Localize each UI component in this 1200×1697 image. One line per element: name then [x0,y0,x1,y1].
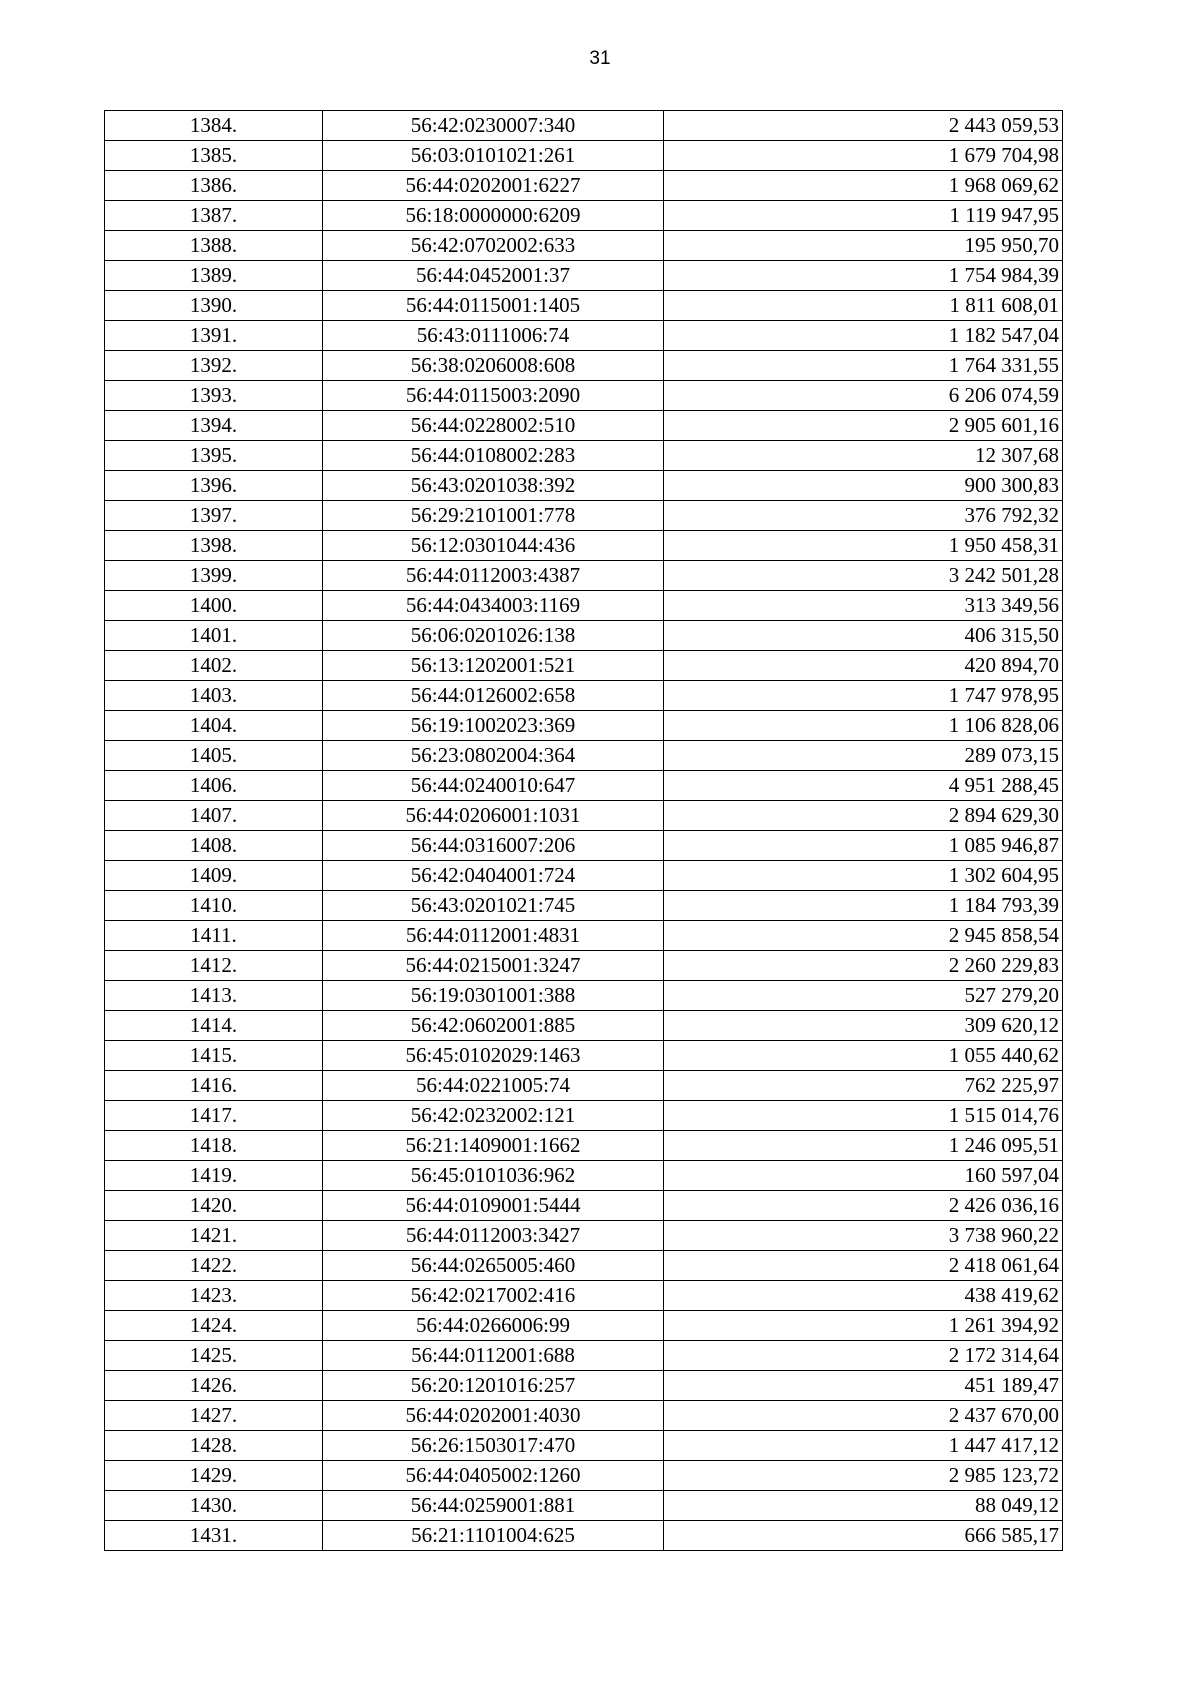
cadastral-number-cell: 56:44:0228002:510 [323,411,664,441]
row-number-cell: 1419. [105,1161,323,1191]
cadastral-number-cell: 56:44:0405002:1260 [323,1461,664,1491]
row-number-cell: 1402. [105,651,323,681]
table-row [105,261,1063,291]
table-row [105,1281,1063,1311]
row-number-cell: 1414. [105,1011,323,1041]
cadastral-value-cell: 2 437 670,00 [664,1401,1063,1431]
row-number-cell: 1392. [105,351,323,381]
cadastral-value-cell: 2 260 229,83 [664,951,1063,981]
row-number-cell: 1394. [105,411,323,441]
cadastral-number-cell: 56:44:0259001:881 [323,1491,664,1521]
cadastral-value-cell: 12 307,68 [664,441,1063,471]
row-number-cell: 1426. [105,1371,323,1401]
cadastral-number-cell: 56:13:1202001:521 [323,651,664,681]
cadastral-value-cell: 1 184 793,39 [664,891,1063,921]
table-row [105,1431,1063,1461]
cadastral-value-cell: 376 792,32 [664,501,1063,531]
table-row [105,591,1063,621]
row-number-cell: 1387. [105,201,323,231]
cadastral-value-cell: 1 968 069,62 [664,171,1063,201]
cadastral-number-cell: 56:44:0112001:688 [323,1341,664,1371]
table-row [105,141,1063,171]
cadastral-value-cell: 4 951 288,45 [664,771,1063,801]
cadastral-value-cell: 1 119 947,95 [664,201,1063,231]
cadastral-number-cell: 56:42:0217002:416 [323,1281,664,1311]
row-number-cell: 1399. [105,561,323,591]
cadastral-value-cell: 1 246 095,51 [664,1131,1063,1161]
cadastral-number-cell: 56:19:1002023:369 [323,711,664,741]
table-row [105,741,1063,771]
cadastral-number-cell: 56:44:0202001:6227 [323,171,664,201]
table-row [105,1221,1063,1251]
cadastral-number-cell: 56:03:0101021:261 [323,141,664,171]
row-number-cell: 1431. [105,1521,323,1551]
cadastral-value-cell: 3 738 960,22 [664,1221,1063,1251]
row-number-cell: 1418. [105,1131,323,1161]
cadastral-number-cell: 56:44:0434003:1169 [323,591,664,621]
cadastral-value-cell: 666 585,17 [664,1521,1063,1551]
table-row [105,321,1063,351]
row-number-cell: 1430. [105,1491,323,1521]
cadastral-value-table [104,110,1063,1551]
row-number-cell: 1407. [105,801,323,831]
table-row [105,561,1063,591]
cadastral-number-cell: 56:23:0802004:364 [323,741,664,771]
row-number-cell: 1427. [105,1401,323,1431]
cadastral-value-cell: 289 073,15 [664,741,1063,771]
table-row [105,1491,1063,1521]
row-number-cell: 1385. [105,141,323,171]
table-row [105,171,1063,201]
cadastral-value-cell: 406 315,50 [664,621,1063,651]
row-number-cell: 1403. [105,681,323,711]
cadastral-value-cell: 1 754 984,39 [664,261,1063,291]
row-number-cell: 1422. [105,1251,323,1281]
table-row [105,981,1063,1011]
row-number-cell: 1405. [105,741,323,771]
table-row [105,921,1063,951]
row-number-cell: 1396. [105,471,323,501]
table-row [105,1311,1063,1341]
table-row [105,621,1063,651]
row-number-cell: 1409. [105,861,323,891]
cadastral-number-cell: 56:21:1409001:1662 [323,1131,664,1161]
cadastral-number-cell: 56:18:0000000:6209 [323,201,664,231]
row-number-cell: 1425. [105,1341,323,1371]
row-number-cell: 1423. [105,1281,323,1311]
cadastral-value-cell: 1 055 440,62 [664,1041,1063,1071]
row-number-cell: 1395. [105,441,323,471]
cadastral-value-cell: 160 597,04 [664,1161,1063,1191]
row-number-cell: 1420. [105,1191,323,1221]
table-row [105,411,1063,441]
cadastral-number-cell: 56:06:0201026:138 [323,621,664,651]
row-number-cell: 1411. [105,921,323,951]
cadastral-number-cell: 56:42:0404001:724 [323,861,664,891]
cadastral-number-cell: 56:12:0301044:436 [323,531,664,561]
row-number-cell: 1397. [105,501,323,531]
cadastral-value-cell: 451 189,47 [664,1371,1063,1401]
table-row [105,1131,1063,1161]
cadastral-number-cell: 56:44:0202001:4030 [323,1401,664,1431]
table-row [105,291,1063,321]
cadastral-value-cell: 6 206 074,59 [664,381,1063,411]
cadastral-number-cell: 56:42:0702002:633 [323,231,664,261]
row-number-cell: 1386. [105,171,323,201]
row-number-cell: 1417. [105,1101,323,1131]
cadastral-value-cell: 1 447 417,12 [664,1431,1063,1461]
table-row [105,1041,1063,1071]
cadastral-value-cell: 1 085 946,87 [664,831,1063,861]
table-row [105,711,1063,741]
row-number-cell: 1413. [105,981,323,1011]
cadastral-value-cell: 1 811 608,01 [664,291,1063,321]
cadastral-number-cell: 56:45:0102029:1463 [323,1041,664,1071]
row-number-cell: 1424. [105,1311,323,1341]
cadastral-number-cell: 56:44:0316007:206 [323,831,664,861]
cadastral-number-cell: 56:44:0206001:1031 [323,801,664,831]
cadastral-value-cell: 313 349,56 [664,591,1063,621]
table-row [105,1341,1063,1371]
table-row [105,1251,1063,1281]
cadastral-number-cell: 56:44:0221005:74 [323,1071,664,1101]
page-number: 31 [589,48,611,69]
table-row [105,831,1063,861]
table-row [105,111,1063,141]
cadastral-value-cell: 195 950,70 [664,231,1063,261]
table-row [105,1161,1063,1191]
cadastral-number-cell: 56:43:0201038:392 [323,471,664,501]
row-number-cell: 1391. [105,321,323,351]
cadastral-value-cell: 3 242 501,28 [664,561,1063,591]
table-row [105,1011,1063,1041]
cadastral-value-cell: 2 172 314,64 [664,1341,1063,1371]
cadastral-number-cell: 56:29:2101001:778 [323,501,664,531]
table-row [105,1401,1063,1431]
row-number-cell: 1429. [105,1461,323,1491]
cadastral-number-cell: 56:19:0301001:388 [323,981,664,1011]
cadastral-number-cell: 56:44:0115001:1405 [323,291,664,321]
table-row [105,891,1063,921]
cadastral-number-cell: 56:26:1503017:470 [323,1431,664,1461]
cadastral-number-cell: 56:43:0111006:74 [323,321,664,351]
row-number-cell: 1393. [105,381,323,411]
row-number-cell: 1408. [105,831,323,861]
cadastral-number-cell: 56:44:0112003:4387 [323,561,664,591]
table-row [105,651,1063,681]
table-row [105,1071,1063,1101]
cadastral-value-cell: 1 950 458,31 [664,531,1063,561]
cadastral-value-cell: 88 049,12 [664,1491,1063,1521]
cadastral-value-cell: 2 443 059,53 [664,111,1063,141]
cadastral-value-cell: 1 747 978,95 [664,681,1063,711]
row-number-cell: 1410. [105,891,323,921]
table-row [105,441,1063,471]
cadastral-value-cell: 1 261 394,92 [664,1311,1063,1341]
table-row [105,1461,1063,1491]
table-row [105,1371,1063,1401]
table-row [105,501,1063,531]
cadastral-value-cell: 1 764 331,55 [664,351,1063,381]
cadastral-number-cell: 56:42:0602001:885 [323,1011,664,1041]
cadastral-number-cell: 56:44:0112003:3427 [323,1221,664,1251]
table-row [105,861,1063,891]
cadastral-value-cell: 2 905 601,16 [664,411,1063,441]
row-number-cell: 1428. [105,1431,323,1461]
cadastral-value-cell: 1 106 828,06 [664,711,1063,741]
row-number-cell: 1384. [105,111,323,141]
table-row [105,1521,1063,1551]
row-number-cell: 1401. [105,621,323,651]
cadastral-value-cell: 900 300,83 [664,471,1063,501]
table-row [105,1191,1063,1221]
cadastral-value-cell: 2 945 858,54 [664,921,1063,951]
row-number-cell: 1390. [105,291,323,321]
cadastral-value-cell: 438 419,62 [664,1281,1063,1311]
cadastral-number-cell: 56:21:1101004:625 [323,1521,664,1551]
cadastral-value-cell: 420 894,70 [664,651,1063,681]
cadastral-value-cell: 762 225,97 [664,1071,1063,1101]
row-number-cell: 1400. [105,591,323,621]
cadastral-number-cell: 56:44:0266006:99 [323,1311,664,1341]
cadastral-number-cell: 56:44:0240010:647 [323,771,664,801]
cadastral-value-cell: 1 182 547,04 [664,321,1063,351]
cadastral-value-cell: 2 418 061,64 [664,1251,1063,1281]
cadastral-number-cell: 56:20:1201016:257 [323,1371,664,1401]
table-row [105,351,1063,381]
cadastral-number-cell: 56:44:0108002:283 [323,441,664,471]
table-row [105,771,1063,801]
row-number-cell: 1415. [105,1041,323,1071]
table-row [105,231,1063,261]
cadastral-value-cell: 527 279,20 [664,981,1063,1011]
cadastral-number-cell: 56:42:0232002:121 [323,1101,664,1131]
cadastral-number-cell: 56:44:0112001:4831 [323,921,664,951]
table-row [105,1101,1063,1131]
cadastral-value-cell: 2 985 123,72 [664,1461,1063,1491]
cadastral-number-cell: 56:43:0201021:745 [323,891,664,921]
row-number-cell: 1398. [105,531,323,561]
table-row [105,531,1063,561]
cadastral-number-cell: 56:45:0101036:962 [323,1161,664,1191]
table-row [105,681,1063,711]
cadastral-number-cell: 56:44:0215001:3247 [323,951,664,981]
cadastral-value-cell: 309 620,12 [664,1011,1063,1041]
row-number-cell: 1412. [105,951,323,981]
cadastral-value-cell: 1 302 604,95 [664,861,1063,891]
row-number-cell: 1389. [105,261,323,291]
row-number-cell: 1421. [105,1221,323,1251]
cadastral-number-cell: 56:44:0265005:460 [323,1251,664,1281]
cadastral-number-cell: 56:44:0126002:658 [323,681,664,711]
cadastral-value-cell: 2 426 036,16 [664,1191,1063,1221]
row-number-cell: 1406. [105,771,323,801]
table-row [105,801,1063,831]
table-body [105,111,1063,1551]
table-row [105,951,1063,981]
cadastral-number-cell: 56:44:0109001:5444 [323,1191,664,1221]
cadastral-number-cell: 56:44:0452001:37 [323,261,664,291]
row-number-cell: 1416. [105,1071,323,1101]
cadastral-number-cell: 56:42:0230007:340 [323,111,664,141]
table-row [105,201,1063,231]
row-number-cell: 1388. [105,231,323,261]
cadastral-number-cell: 56:38:0206008:608 [323,351,664,381]
table-row [105,471,1063,501]
cadastral-value-cell: 1 679 704,98 [664,141,1063,171]
table-row [105,381,1063,411]
cadastral-value-cell: 1 515 014,76 [664,1101,1063,1131]
row-number-cell: 1404. [105,711,323,741]
cadastral-number-cell: 56:44:0115003:2090 [323,381,664,411]
cadastral-value-cell: 2 894 629,30 [664,801,1063,831]
